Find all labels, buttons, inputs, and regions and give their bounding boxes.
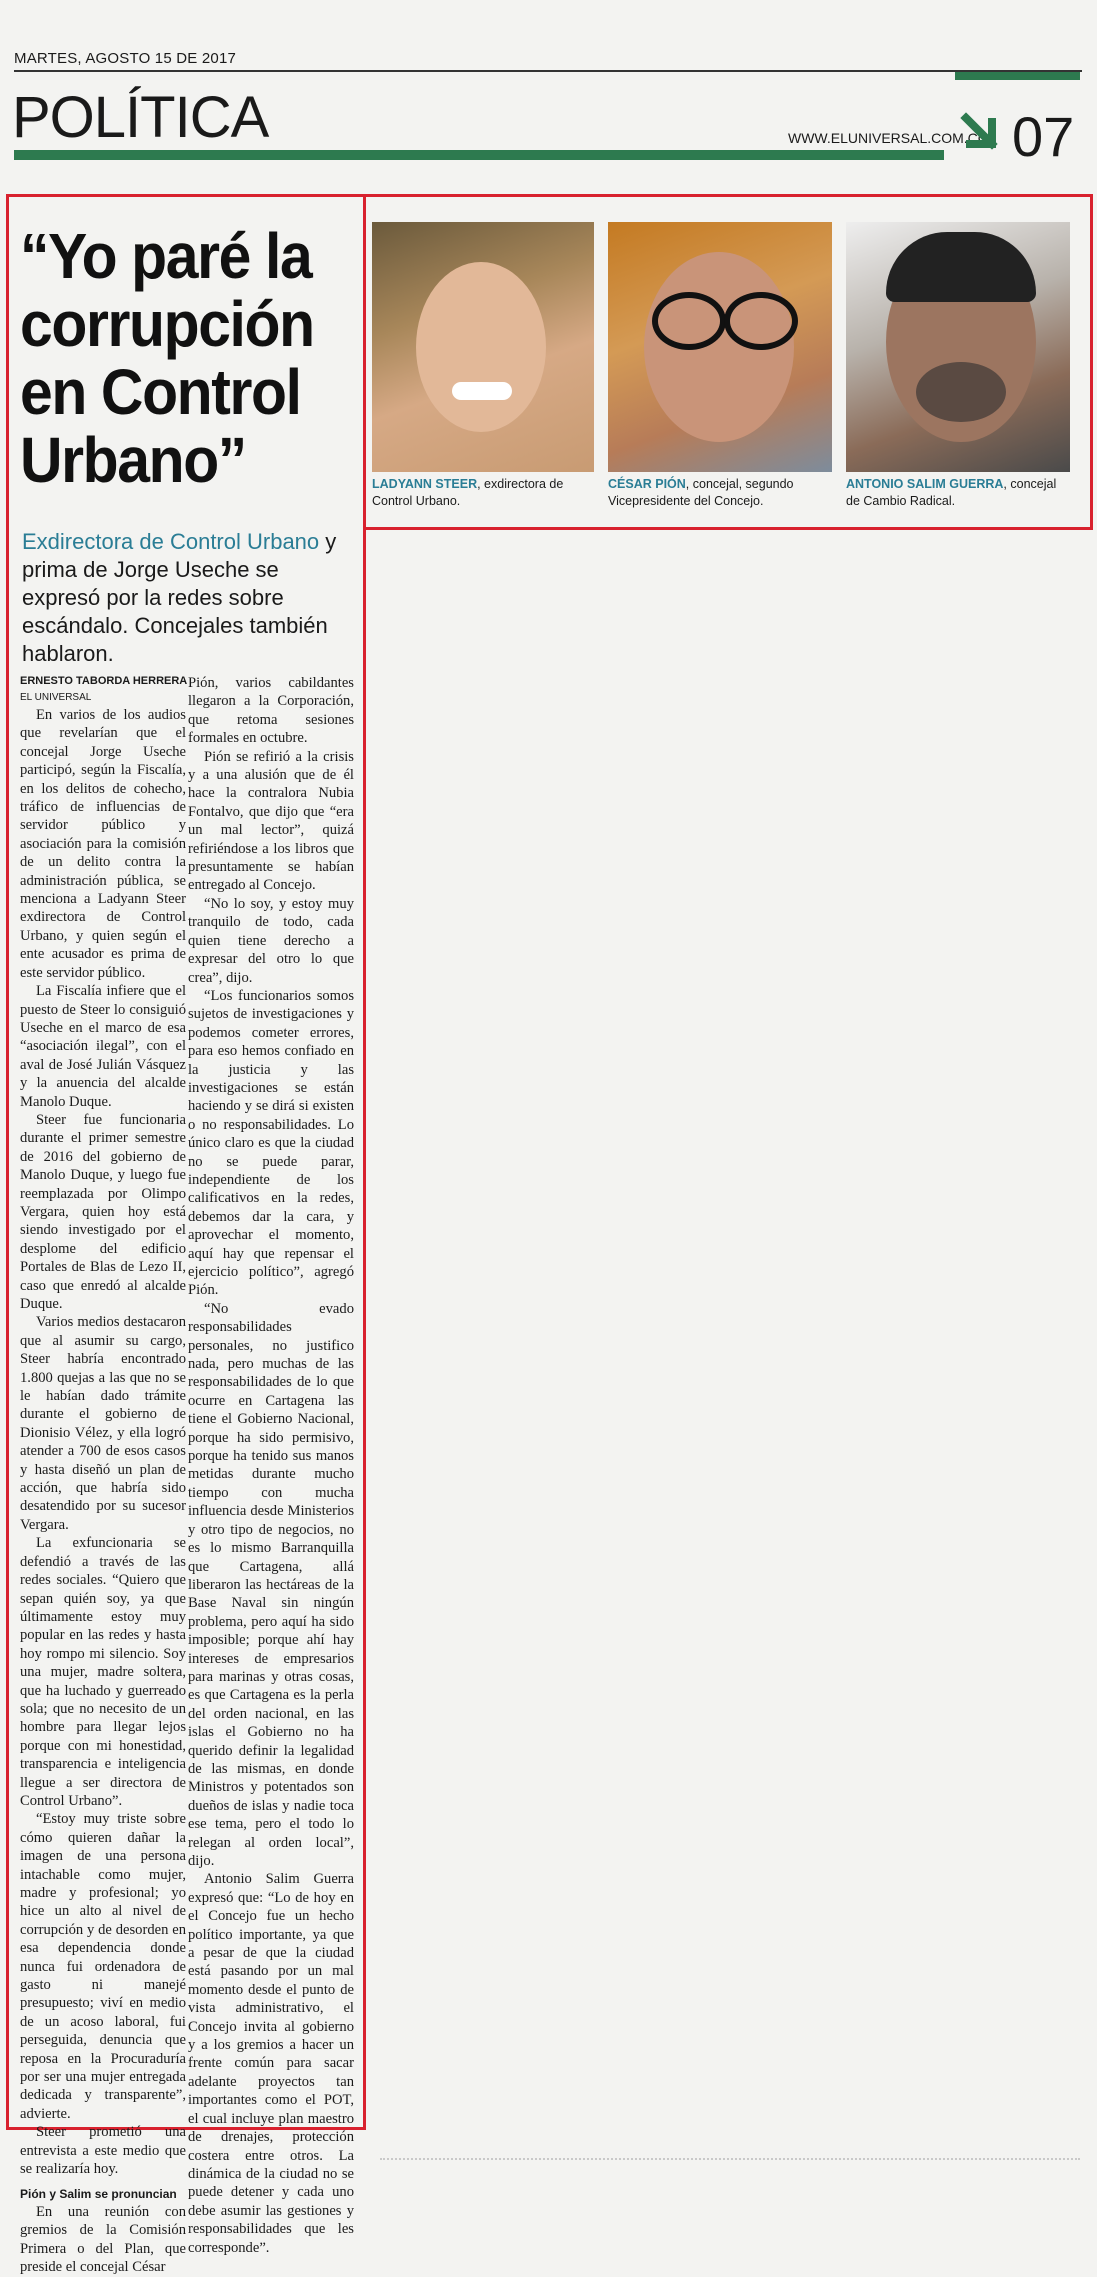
- photo-caption-1: LADYANN STEER, exdirectora de Control Urbano.: [372, 477, 564, 508]
- paragraph: Pión se refirió a la crisis y a una alusión que de él hace la contralora Nubia Fontalvo, que dijo que “era un mal lector”, quizá refiriéndose a los libros que presuntamente se habían entregado al Concejo.: [188, 748, 354, 894]
- paragraph: “Los funcionarios somos sujetos de investigaciones y podemos cometer errores, para eso hemos confiado en la justicia y las investigaciones se están haciendo y se dirá si existen o no responsabilidades. Lo único claro es que la ciudad no se puede parar, independiente de los calificativos en la redes, debemos dar la cara, y aprovechar el momento, aquí hay que repensar el ejercicio político”, agregó Pión.: [188, 987, 354, 1299]
- article-column-1: [20, 706, 186, 2277]
- photo-caption-3: ANTONIO SALIM GUERRA, concejal de Cambio Radical.: [846, 477, 1057, 508]
- photo-antonio-salim-guerra: [846, 222, 1070, 472]
- article-publication: EL UNIVERSAL: [20, 692, 92, 703]
- paragraph: Varios medios destacaron que al asumir su cargo, Steer habría encontrado 1.800 quejas a las que no se le habían dado trámite durante el gobierno de Dionisio Vélez, y ella logró atender a 700 de esos casos y hasta diseñó un plan de acción, que habría sido desatendido por su sucesor Vergara.: [20, 1314, 186, 1533]
- section-title: POLÍTICA: [12, 85, 269, 150]
- page-number: 07: [1012, 105, 1075, 168]
- photo-caption-2: CÉSAR PIÓN, concejal, segundo Vicepresidente del Concejo.: [608, 477, 794, 508]
- paragraph: La exfuncionaria se defendió a través de las redes sociales. “Quiero que sepan quién soy, ya que últimamente estoy muy popular en las redes y hasta hoy rompo mi silencio. Soy una mujer, madre soltera, que ha luchado y guerreado sola; que no necesito de un hombre para llegar lejos porque con mi honestidad, transparencia e inteligencia llegue a ser directora de Control Urbano”.: [20, 1535, 186, 1809]
- photo-ladyann-steer: [372, 222, 594, 472]
- article-subtitle: Pión y Salim se pronuncian: [20, 2186, 177, 2201]
- arrow-down-right-icon: [958, 110, 1008, 160]
- paragraph: “No lo soy, y estoy muy tranquilo de todo, cada quien tiene derecho a expresar del otro lo que crea”, dijo.: [188, 895, 354, 986]
- paragraph: La Fiscalía infiere que el puesto de Steer lo consiguió Useche en el marco de esa “asociación ilegal”, con el aval de José Julián Vásquez y la anuencia del alcalde Manolo Duque.: [20, 983, 186, 1110]
- article-byline: ERNESTO TABORDA HERRERA: [20, 675, 188, 687]
- site-url: WWW.ELUNIVERSAL.COM.CO: [788, 130, 989, 146]
- paragraph: En una reunión con gremios de la Comisión Primera o del Plan, que preside el concejal César: [20, 2203, 186, 2276]
- subhead-rest: y prima de Jorge Useche se expresó por la redes sobre escándalo. Concejales también hablaron.: [22, 529, 337, 666]
- section-underline-bar: [14, 150, 944, 160]
- photo-cesar-pion: [608, 222, 832, 472]
- page-bottom-rule: [380, 2158, 1080, 2161]
- paragraph: Steer fue funcionaria durante el primer semestre de 2016 del gobierno de Manolo Duque, y luego fue reemplazada por Olimpo Vergara, quien hoy está siendo investigado por el desplome del edificio Portales de Blas de Lezo II, caso que enredó al alcalde Duque.: [20, 1111, 186, 1312]
- paragraph: Antonio Salim Guerra expresó que: “Lo de hoy en el Concejo fue un hecho político importante, ya que a pesar de que la ciudad está pasando por un mal momento desde el punto de vista administrativo, el Concejo invita al gobierno y a los gremios a hacer un frente común para sacar adelante proyectos tan importantes como el POT, el cual incluye plan maestro de drenajes, protección costera entre otros. La dinámica de la ciudad no se puede detener y cada uno debe asumir las gestiones y responsabilidades que les corresponde”.: [188, 1871, 354, 2256]
- header-accent-bar: [955, 72, 1080, 80]
- article-headline: “Yo paré la corrupción en Control Urbano”: [20, 220, 314, 496]
- article-subhead: [22, 528, 358, 668]
- paragraph: “No evado responsabilidades personales, no justifico nada, pero muchas de las responsabilidades de lo que ocurre en Cartagena las tiene el Gobierno Nacional, porque ha sido permisivo, porque ha tenido sus manos metidas durante mucho tiempo con mucha influencia desde Ministerios y otro tipo de negocios, no es lo mismo Barranquilla que Cartagena, allá liberaron las hectáreas de la Base Naval sin ningún problema, pero aquí ha sido imposible; porque ahí hay intereses de empresarios para marinas y otras cosas, es que Cartagena es la perla del orden nacional, en las islas el Gobierno no ha querido definir la legalidad de las mismas, en donde Ministros y potentados son dueños de islas y nadie toca ese tema, pero el todo lo relegan al orden local”, dijo.: [188, 1300, 354, 1869]
- header-rule: [14, 70, 1082, 72]
- paragraph: Pión, varios cabildantes llegaron a la Corporación, que retoma sesiones formales en octubre.: [188, 675, 354, 747]
- paragraph: En varios de los audios que revelarían que el concejal Jorge Useche participó, según la Fiscalía, en los delitos de cohecho, tráfico de influencias de servidor público y asociación para la comisión de un delito contra la administración pública, se menciona a Ladyann Steer exdirectora de Control Urbano, y quien según el ente acusador es prima de este servidor público.: [20, 707, 186, 981]
- paragraph: “Estoy muy triste sobre cómo quieren dañar la imagen de una persona intachable como mujer, madre y profesional; yo hice un alto al nivel de corrupción y de desorden en esa dependencia donde nunca fui ordenadora de gasto ni manejé presupuesto; viví en medio de un acoso laboral, fui perseguida, denuncia que reposa en la Procuraduría por ser una mujer entregada dedicada y transparente”, advierte.: [20, 1811, 186, 2122]
- paragraph: Steer prometió una entrevista a este medio que se realizaría hoy.: [20, 2124, 186, 2178]
- subhead-lead: Exdirectora de Control Urbano: [22, 529, 320, 554]
- article-column-2: [188, 674, 354, 2257]
- edition-date: MARTES, AGOSTO 15 DE 2017: [14, 50, 237, 67]
